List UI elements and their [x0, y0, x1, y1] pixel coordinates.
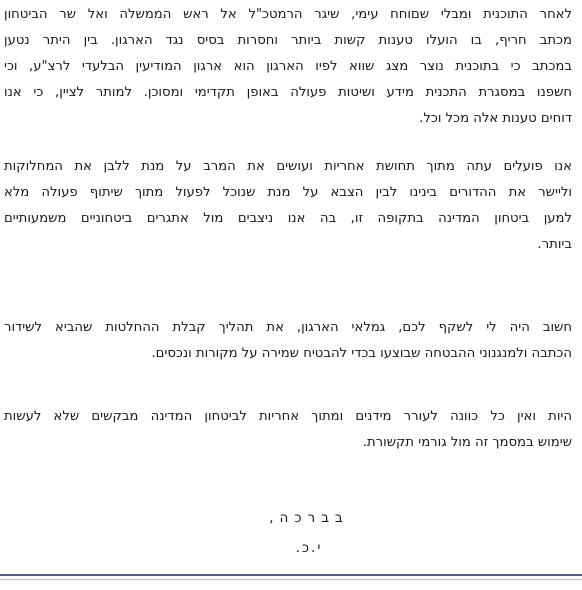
- text-line: וליישר את ההדורים בינינו לבין הצבא על מנת שנוכל לפעול מתוך שיתוף פעולה מלא: [4, 185, 572, 200]
- text-line: חשפנו במסגרת התכנית מידע ושיטות פעולה באופן תקדימי ומסוכן. למותר לציין, כי אנו: [4, 85, 572, 100]
- closing-greeting: בברכה,: [269, 510, 349, 526]
- text-line: היות ואין כל כוונה לעורר מידנים ומתוך אחריות לביטחון המדינה מבקשים שלא לעשות: [4, 409, 572, 424]
- text-line: הכתבה ולמנגנוני ההבטחה שבוצעו בכדי להבטיח שמירה על מקורות ונכסים.: [151, 346, 572, 361]
- text-line: ביותר.: [537, 237, 572, 252]
- text-line: למען ביטחון המדינה בתקופה זו, בה אנו ניצבים מול אתגרים ביטחוניים משמעותיים: [4, 211, 572, 226]
- text-line: אנו פועלים עתה מתוך תחושת אחריות ועושים את המרב על מנת ללבן את המחלוקות: [4, 159, 572, 174]
- paragraph-broadcast-letter: [4, 2, 572, 132]
- signature-initials: י.כ.: [295, 540, 323, 556]
- paragraph-decision-process: [4, 315, 572, 367]
- text-line: מכתב חריף, בו הועלו טענות קשות ביותר וחסרות בסיס נגד הארגון. בין היתר נטען: [4, 33, 572, 48]
- footer-divider: [0, 574, 582, 576]
- text-line: דוחים טענות אלה מכל וכל.: [419, 111, 572, 126]
- text-line: במכתב כי בתוכנית נוצר מצג שווא לפיו הארגון הוא ארגון המודיעין הבלעדי לרצ"ע, וכי: [4, 59, 572, 74]
- paragraph-responsibility: [4, 154, 572, 258]
- text-line: שימוש במסמך זה מול גורמי תקשורת.: [362, 435, 572, 450]
- text-line: לאחר התוכנית ומבלי שםוחח עימי, שיגר הרמטכ"ל אל ראש הממשלה ואל שר הביטחון: [4, 7, 572, 22]
- footer-divider-thin: [0, 579, 582, 580]
- paragraph-media-request: [4, 404, 572, 456]
- text-line: חשוב היה לי לשקף לכם, גמלאי הארגון, את תהליך קבלת ההחלטות שהביא לשידור: [4, 320, 572, 335]
